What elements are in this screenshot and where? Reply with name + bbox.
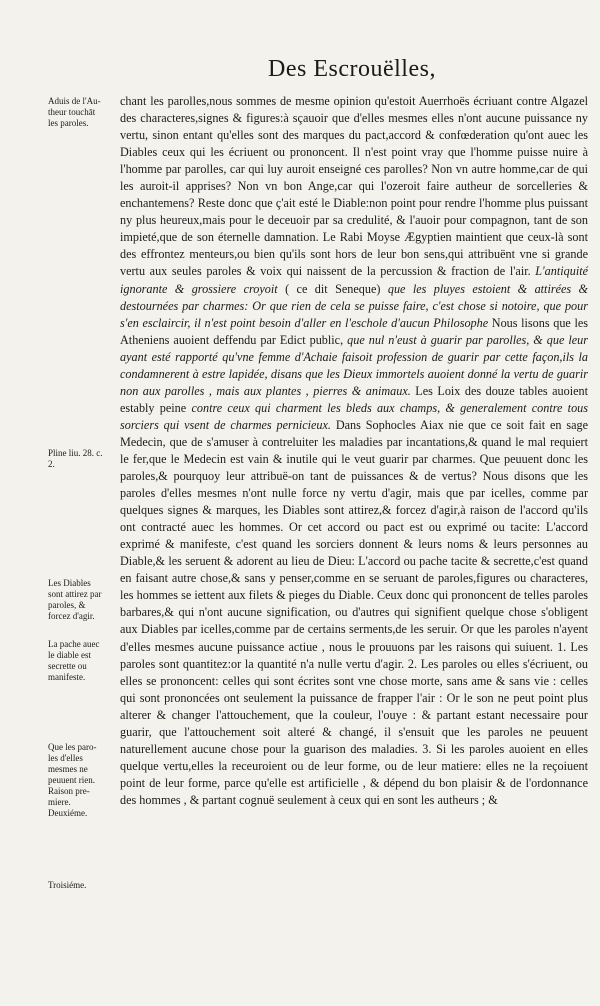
margin-note-devils-attracted: Les Diables sont attirez par paroles, & forcez d'agir. (48, 578, 102, 621)
text-run: Nous lisons que les Atheniens auoient deffendu par Edict public, (120, 315, 589, 347)
margin-note-reasons: Que les paro- les d'elles mesmes ne peuuent rien. Raison pre- miere. Deuxiéme. (48, 742, 97, 818)
body-paragraph (120, 93, 588, 809)
margin-note-third: Troisiéme. (48, 880, 87, 890)
margin-note-author-advice: Aduis de l'Au- theur touchāt les paroles. (48, 96, 101, 128)
text-run: ( ce dit Seneque) (285, 281, 381, 296)
text-run: chant les parolles,nous sommes de mesme opinion qu'estoit Auerrhoës écriuant contre Algazel des characteres,signes & figures:à sçauoir que d'elles mesmes elles n'ont aucune puissance ny vertu, sinon entant qu'elles sont des marques du pact,accord & confœderation qu'ont auec les Diables ceux qui les écriuent ou prononcent. Il n'est point vray que l'homme puisse nuire à l'homme par parolles, car qui luy auroit enseigné ces parolles? Non vn autre homme,car de qui les auroit-il apprises? Non vn bon Ange,car qui l'ozeroit faire autheur de sorcelleries & enchantemens? Reste donc que ç'ait esté le Diable:non point pour rendre l'homme plus puissant ny plus heureux,mais pour le deceuoir par sa credulité, & l'auoir pour compagnon, tant de son impieté,que de son éternelle damnation. Le Rabi Moyse Ægyptien maintient que ceux-là sont des effrontez menteurs,ou bien qu'ils sont hors de leur bon sens,qui attribuënt vne si grande vertu aux seules paroles & voix qui naissent de la percussion & fraction de l'air. (120, 94, 588, 279)
text-run: Dans Sophocles Aiax nie que ce soit fait en sage Medecin, que de s'amuser à contreluiter les maladies par incantations,& quand le mal requiert le fer,que le Medecin est vain & inutile qui le veut guarir par charmes. Que peuuent donc les paroles,& pourquoy leur attribuë-on tant de puissances & de vertus? Nous disons que les paroles d'elles mesmes n'ont nulle force ny vertu d'agir, mais que par icelles, comme par quelques signes & marques, les Diables sont attirez,& forcez d'agir,à raison de l'accord qu'ils ont contracté auec les hommes. Or cet accord ou pact est ou exprimé ou tacite: L'accord exprimé & manifeste, c'est quand les sorciers donnent & leurs noms & leurs personnes au Diable,& les seruent & adorent au lieu de Dieu: L'accord ou pache tacite & secrette,c'est quand en faisant autre chose,& sans y penser,comme en se seruant de paroles,figures ou characteres, les hommes se iettent aux filets & pieges du Diable. Ceux donc qui prononcent de telles paroles barbares,& qui n'ont aucune signification, ou d'autres qui signifient quelque chose s'obligent aux Diables par icelles,comme par de certains serments,de les seruir. Or que les paroles n'ayent d'elles mesmes aucune puissance actiue , nous le prouuons par les raisons qui suiuent. 1. Les paroles sont quantitez:or la quantité n'a nulle vertu d'agir. 2. Les paroles ou elles s'écriuent, ou elles se prononcent: celles qui sont écrites sont vne chose morte, sans ame & sans vie : celles qui sont prononcées ont seulement la puissance de frapper l'air : Or le son ne peut point plus alterer & changer l'attouchement, que la couleur, l'ouye : & partant estant necessaire pour guarir, que l'attouchement soit alteré & changé, il s'ensuit que les paroles ne peuuent naturellement aucune chose pour la guarison des maladies. 3. Si les paroles auoient en elles quelque vertu,elles la receuroient ou de leur forme, ou de leur matiere: elles ne la reçoiuent point de leur forme, parce qu'elle est artificielle , & dépend du bon plaisir & de l'ordonnance des hommes , & partant cognuë seulement à ceux qui en sont les autheurs ; & (120, 417, 589, 807)
margin-note-pliny: Pline liu. 28. c. 2. (48, 448, 103, 469)
italic-quote-seneca-cont: que les pluyes estoient & attirées & destournées par charmes: Or que rien de cela se puisse faire, c'est chose si notoire, que pour s'en esclaircir, il n'est point besoin d'aller en l'eschole d'aucun Philosophe (120, 281, 589, 330)
italic-quote-seneca: L'antiquité ignorante & grossiere croyoit (120, 264, 588, 296)
text-run: Les Loix des douze tables auoient estably peine (120, 383, 588, 415)
margin-note-pact: La pache auec le diable est secrette ou manifeste. (48, 639, 100, 682)
italic-quote-athenians: que nul n'eust à guarir par parolles, & que leur ayant esté rapporté qu'vne femme d'Achaie faisoit profession de guarir par cette façon,ils la condamnerent à estre lapidée, disans que les Dieux immortels auoient donné la vertu de guarir non aux parolles , mais aux plantes , pierres & animaux. (120, 332, 589, 398)
italic-quote-twelve-tables: contre ceux qui charment les bleds aux champs, & generalement contre tous sorciers qui vsent de charmes pernicieux. (120, 400, 589, 432)
running-head-title: Des Escrouëlles, (268, 56, 436, 82)
main-text-column (120, 93, 588, 809)
